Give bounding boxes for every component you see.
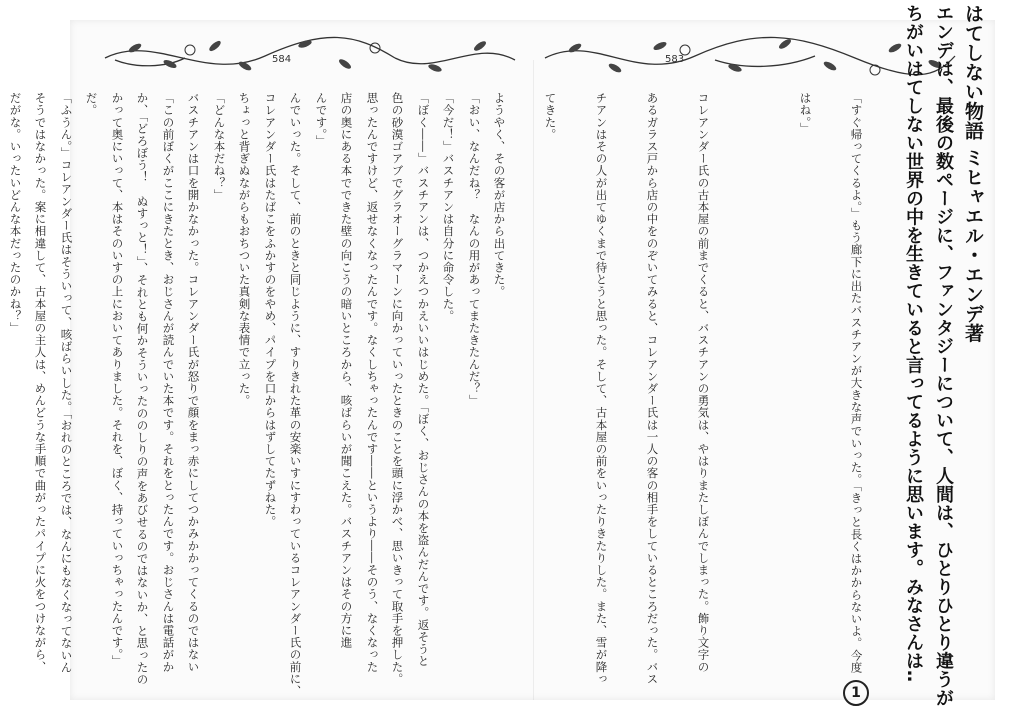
text-column: 「すぐ帰ってくるよ。」もう廊下に出たバスチアンが大きな声でいった。「きっと長くはかからないよ。今度 [849,92,864,674]
text-column: か、「どろぼう！ ぬすっと！」、それとも何かそういったののしりの声をあびせるのではないか、と思ったの [135,92,150,686]
vine-ornament [95,28,965,86]
text-column: だ。 [84,92,99,117]
text-column: 「ぼく――」バスチアンは、つかえつかえいいはじめた。「ぼく、おじさんの本を盗んだんです。返そうと [416,92,431,668]
handwritten-title: はてしない物語 ミヒャエル・エンデ著 [962,4,984,343]
text-column: かって奥にいって、本はそのいすの上においてありました。それを、ぼく、持っていっちゃったんです。」 [110,92,125,668]
text-column: 店の奥にある本でできた壁の向こうの暗いところから、咳ばらいが聞こえた。バスチアンはその方に進 [339,92,354,649]
right-page-number: 583 [665,54,685,65]
handwritten-note-line-1: エンデは、最後の数ページに、ファンタジーについて、人間は、ひとりひとり違うが [933,4,954,707]
circled-page-marker: 1 [843,680,869,706]
text-column: 「どんな本だね？」 [212,92,227,201]
text-column: あるガラス戸から店の中をのぞいてみると、コレアンダー氏は一人の客の相手をしているところだった。バス [645,92,660,685]
handwritten-note-line-2: ちがいはてしない世界の中を生きていると言ってるように思います。みなさんは‥ [903,4,924,683]
text-column: 思ったんですけど、返せなくなったんです。なくしちゃったんです――というより――そのう、なくなった [365,92,380,673]
text-column: はね。」 [798,92,813,135]
text-column: 色の砂漠ゴアブでグラオーグラマーンに向かっていったときのことを頭に浮かべ、思いきって取手を押した。 [390,92,405,685]
text-column: 「おい、なんだね？ なんの用があってまたきたんだ？」 [467,92,482,407]
text-column: ようやく、その客が店から出てきた。 [492,92,507,298]
text-column: んでいった。そして、前のときと同じように、すりきれた革の安楽いすにすわっているコレアンダー氏の前に、 [288,92,303,697]
text-column: コレアンダー氏はたばこをふかすのをやめ、パイプを口からはずしてたずねた。 [263,92,278,528]
text-column: んです。」 [314,92,329,147]
text-column: ちょっと背ぎぬながらもおちついた真剣な表情で立った。 [237,92,252,407]
left-page-number: 584 [272,54,292,65]
text-column: だがな。いったいどんな本だったのかね？」 [8,92,23,334]
text-column: そうではなかった。案に相違して、古本屋の主人は、めんどうな手順で曲がったパイプに火をつけながら、 [33,92,48,673]
text-column: コレアンダー氏の古本屋の前までくると、バスチアンの勇気は、やはりまたしぼんでしまった。飾り文字の [696,92,711,673]
text-column: 「今だ！」バスチアンは自分に命令した。 [441,92,456,322]
text-column: 「ふうん。」コレアンダー氏はそういって、咳ばらいした。「おれのところでは、なんにもなくなってないん [59,92,74,674]
text-column: チアンはその人が出てゆくまで待とうと思った。そして、古本屋の前をいったりきたりした。また、雪が降っ [594,92,609,685]
text-column: 「この前ぼくがここにきたとき、おじさんが読んでいた本です。それをとったんです。おじさんは電話がか [161,92,176,673]
text-column: バスチアンは口を開かなかった。コレアンダー氏が怒りで顔をまっ赤にしてつかみかかってくるのではない [186,92,201,673]
text-column: てきた。 [543,92,558,141]
